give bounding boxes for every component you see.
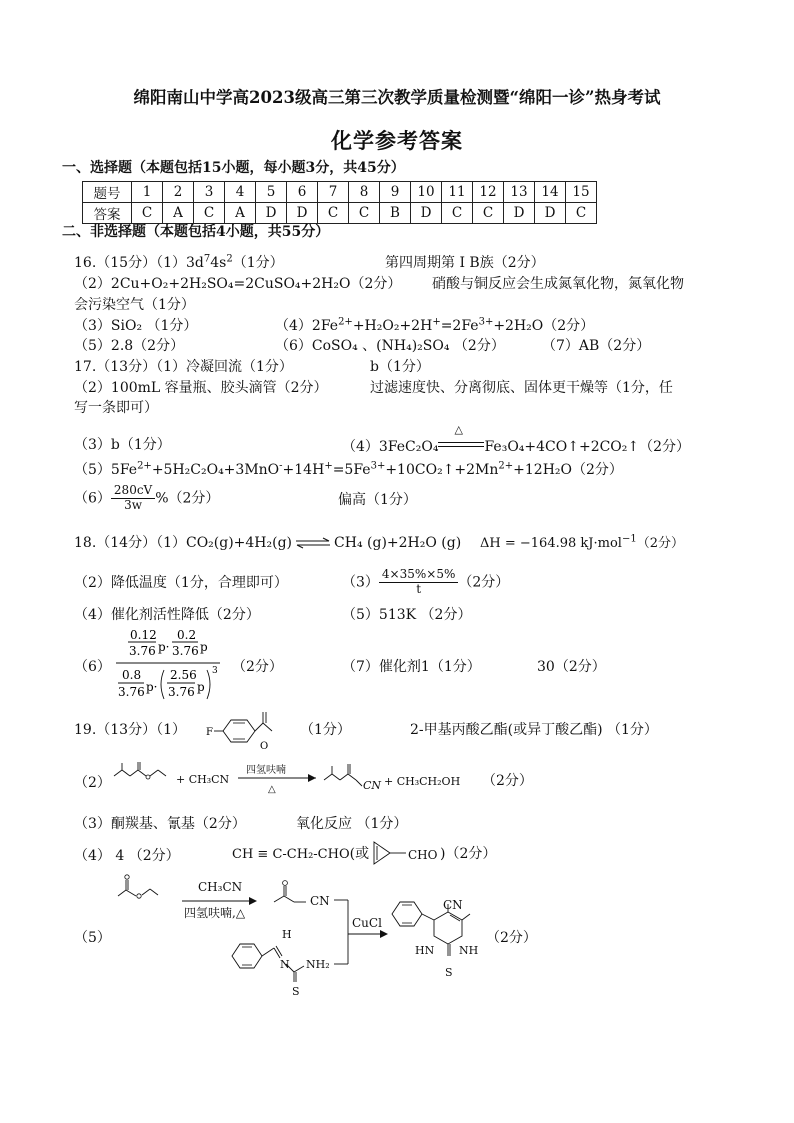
q17-p4: （4）3FeC₂O₄ △ Fe₃O₄+4CO↑+2CO₂↑（2分） (342, 423, 691, 455)
question-number-cell: 1 (132, 182, 163, 203)
section1-heading: 一、选择题（本题包括15小题，每小题3分，共45分） (62, 160, 405, 176)
q18-line1: 18.（14分）（1）CO₂(g)+4H₂(g) CH₄ (g)+2H₂O (g) (74, 535, 462, 551)
q16-p4: $(4)2Fe^{2+}+H_2O_2+2H^+=2Fe^{3+}+2H_2O(2$分） (275, 316, 595, 334)
q19-p2-condition-bottom: △ (268, 784, 276, 795)
q18-p2: （2）降低温度（1分，合理即可） (74, 575, 288, 591)
kp-dot-b: p· (146, 680, 158, 694)
q17-p1b: b（1分） (370, 359, 430, 375)
q19-p4: （4） 4 （2分） (74, 848, 180, 864)
q19-p4-pts: )（2分） (440, 846, 497, 862)
answer-cell: C (473, 203, 504, 224)
q16-p2-reason-1: 硝酸与铜反应会生成氮氧化物，氮氧化物 (432, 276, 684, 292)
cyclopropene-structure (370, 838, 410, 868)
doc-title: 化学参考答案 (331, 128, 463, 153)
section2-heading: 二、非选择题（本题包括4小题，共55分） (62, 224, 330, 240)
q19-p5-reagent: CH₃CN (198, 880, 243, 894)
q17-p2a: （2）100mL 容量瓶、胶头滴管（2分） (74, 380, 328, 396)
question-number-cell: 5 (256, 182, 287, 203)
q16-head: 16.（15分）（1） (74, 255, 186, 271)
q18-dh: ΔH = −164.98 kJ·mol$^{-1}$（2分） (480, 533, 684, 551)
q18-p7b: 30（2分） (537, 659, 606, 675)
q19-p5-n: N (280, 958, 290, 971)
question-number-cell: 10 (411, 182, 442, 203)
kp-dot-a: p· (158, 640, 170, 654)
q19-p5-cn1: CN (310, 894, 330, 908)
answer-cell: C (132, 203, 163, 224)
q19-p2-pts: （2分） (482, 773, 533, 789)
q19-p5-h: H (282, 928, 292, 941)
q18-p6-label: （6） (74, 659, 111, 675)
q19-p5-s1: S (292, 985, 300, 998)
answer-cell: C (566, 203, 597, 224)
q19-p2-reagent: + CH₃CN (176, 773, 230, 786)
carbonyl-oxygen-label: O (260, 741, 269, 750)
q16-p2-reason-2: 会污染空气（1分） (74, 297, 195, 313)
row-label-number: 题号 (83, 182, 132, 203)
kp-frac-c-num: 0.8 (122, 668, 142, 682)
kp-frac-d-num: 2.56 (170, 668, 197, 682)
q18-p6-pts: （2分） (232, 659, 283, 675)
q18-fraction: $\frac{4\times 35\%\times 5\%}{t}$ (379, 568, 458, 597)
q17-p3: （3）b（1分） (74, 437, 171, 453)
kp-exponent: 3 (212, 666, 218, 676)
answer-cell: D (504, 203, 535, 224)
heat-equals-sign: △ (438, 437, 484, 451)
q19-p5-nh2: NH₂ (306, 958, 330, 971)
q17-fraction: $\frac{280cV}{3w}$ (111, 484, 155, 513)
question-number-cell: 13 (504, 182, 535, 203)
q16-config-pts: （1分） (232, 255, 284, 271)
q17-p2c: 写一条即可） (74, 400, 158, 416)
q19-p5-cn2: CN (443, 898, 463, 912)
q19-p5-pts: （2分） (486, 930, 537, 946)
answer-cell: C (442, 203, 473, 224)
q19-p5-label: （5） (74, 930, 111, 946)
q18-p4: （4）催化剂活性降低（2分） (74, 607, 260, 623)
q19-p4-formula: CH ≡ C-CH₂-CHO(或 (232, 846, 370, 862)
question-number-cell: 9 (380, 182, 411, 203)
q16-line1 (74, 255, 284, 272)
question-number-cell: 3 (194, 182, 225, 203)
answer-cell: D (411, 203, 442, 224)
q19-p3: （3）酮羰基、氰基（2分） (74, 816, 246, 832)
q19-p3b: 氧化反应 （1分） (296, 816, 408, 832)
answer-cell: A (225, 203, 256, 224)
question-number-cell: 14 (535, 182, 566, 203)
answer-table (82, 181, 597, 224)
q19-p5-s2: S (445, 966, 453, 979)
answer-cell: A (163, 203, 194, 224)
q16-p3: （3）SiO₂ （1分） (74, 318, 198, 334)
answer-cell: C (349, 203, 380, 224)
equilibrium-arrow (295, 537, 331, 549)
q16-period: 第四周期第 Ⅰ B族（2分） (385, 255, 545, 271)
q19-p5-product (386, 896, 496, 986)
kp-frac-a-den: 3.76 (129, 644, 156, 658)
q16-p7: （7）AB（2分） (542, 338, 651, 354)
kp-p-a: p (200, 640, 208, 654)
q19-p2-product-text: + CH₃CH₂OH (384, 775, 461, 788)
answer-cell: D (256, 203, 287, 224)
answer-cell: B (380, 203, 411, 224)
q19-p2-ester (112, 762, 172, 792)
question-number-cell: 2 (163, 182, 194, 203)
answer-cell: C (194, 203, 225, 224)
q16-p6: （6）CoSO₄ 、(NH₄)₂SO₄ （2分） (275, 338, 505, 354)
q19-p5-ester (112, 872, 172, 908)
question-number-cell: 7 (318, 182, 349, 203)
q18-p3: （3） $\frac{4\times 35\%\times 5\%}{t}$ （2分） (342, 567, 510, 596)
q17-p2b: 过滤速度快、分离彻底、固体更干燥等（1分，任 (370, 380, 673, 396)
q19-p2-cn: CN (363, 779, 382, 792)
q17-p5: $(5)5Fe^{2+}+5H_2C_2O_4+3MnO^-+14H^+=5Fe^{3+}+10CO_2↑+2Mn^{2+}+12H_2O(2$分） (74, 460, 623, 478)
q18-p5: （5）513K （2分） (342, 607, 472, 623)
q19-p1-name: 2-甲基丙酸乙酯(或异丁酸乙酯) （1分） (410, 722, 658, 738)
q19-p2-label: （2） (74, 775, 111, 791)
q19-p5-catalyst: CuCl (352, 916, 382, 930)
question-number-cell: 11 (442, 182, 473, 203)
q16-p5: （5）2.8（2分） (74, 338, 185, 354)
q19-p2-condition-top: 四氢呋喃 (246, 765, 286, 776)
q17-p6: （6） $\frac{280cV}{3w}$ %（2分） (74, 483, 220, 512)
q18-kp-expression (112, 626, 222, 706)
q19-p5-condition: 四氢呋喃,△ (184, 906, 246, 920)
q19-p1-pts: （1分） (300, 722, 351, 738)
q16-config: $3d^74s^2$ (186, 253, 233, 271)
kp-frac-d-den: 3.76 (168, 685, 195, 699)
kp-frac-a-num: 0.12 (130, 628, 157, 642)
fluorine-label: F (206, 727, 213, 738)
q19-head: 19.（13分）（1） (74, 722, 186, 738)
q19-p4-cho: CHO (408, 848, 438, 862)
kp-frac-b-den: 3.76 (172, 644, 199, 658)
answer-cell: C (318, 203, 349, 224)
q17-line1: 17.（13分）（1）冷凝回流（1分） (74, 359, 293, 375)
answer-cell: D (535, 203, 566, 224)
question-number-cell: 8 (349, 182, 380, 203)
question-number-cell: 4 (225, 182, 256, 203)
q19-p5-hn: HN (415, 944, 435, 957)
q19-p5-nh: NH (459, 944, 479, 957)
q18-p7: （7）催化剂1（1分） (342, 659, 481, 675)
kp-p-b: p (197, 680, 205, 694)
q17-p6b: 偏高（1分） (338, 492, 417, 508)
answer-cell: D (287, 203, 318, 224)
exam-title: 绵阳南山中学高2023级高三第三次教学质量检测暨“绵阳一诊”热身考试 (133, 88, 661, 107)
q19-p5-arrow-1 (180, 896, 260, 906)
question-number-cell: 6 (287, 182, 318, 203)
question-number-cell: 12 (473, 182, 504, 203)
q16-p2: （2）2Cu+O₂+2H₂SO₄=2CuSO₄+2H₂O（2分） (74, 276, 402, 292)
q19-p1-structure (196, 706, 296, 750)
kp-frac-c-den: 3.76 (118, 685, 145, 699)
kp-frac-b-num: 0.2 (177, 628, 197, 642)
row-label-answer: 答案 (83, 203, 132, 224)
question-number-cell: 15 (566, 182, 597, 203)
